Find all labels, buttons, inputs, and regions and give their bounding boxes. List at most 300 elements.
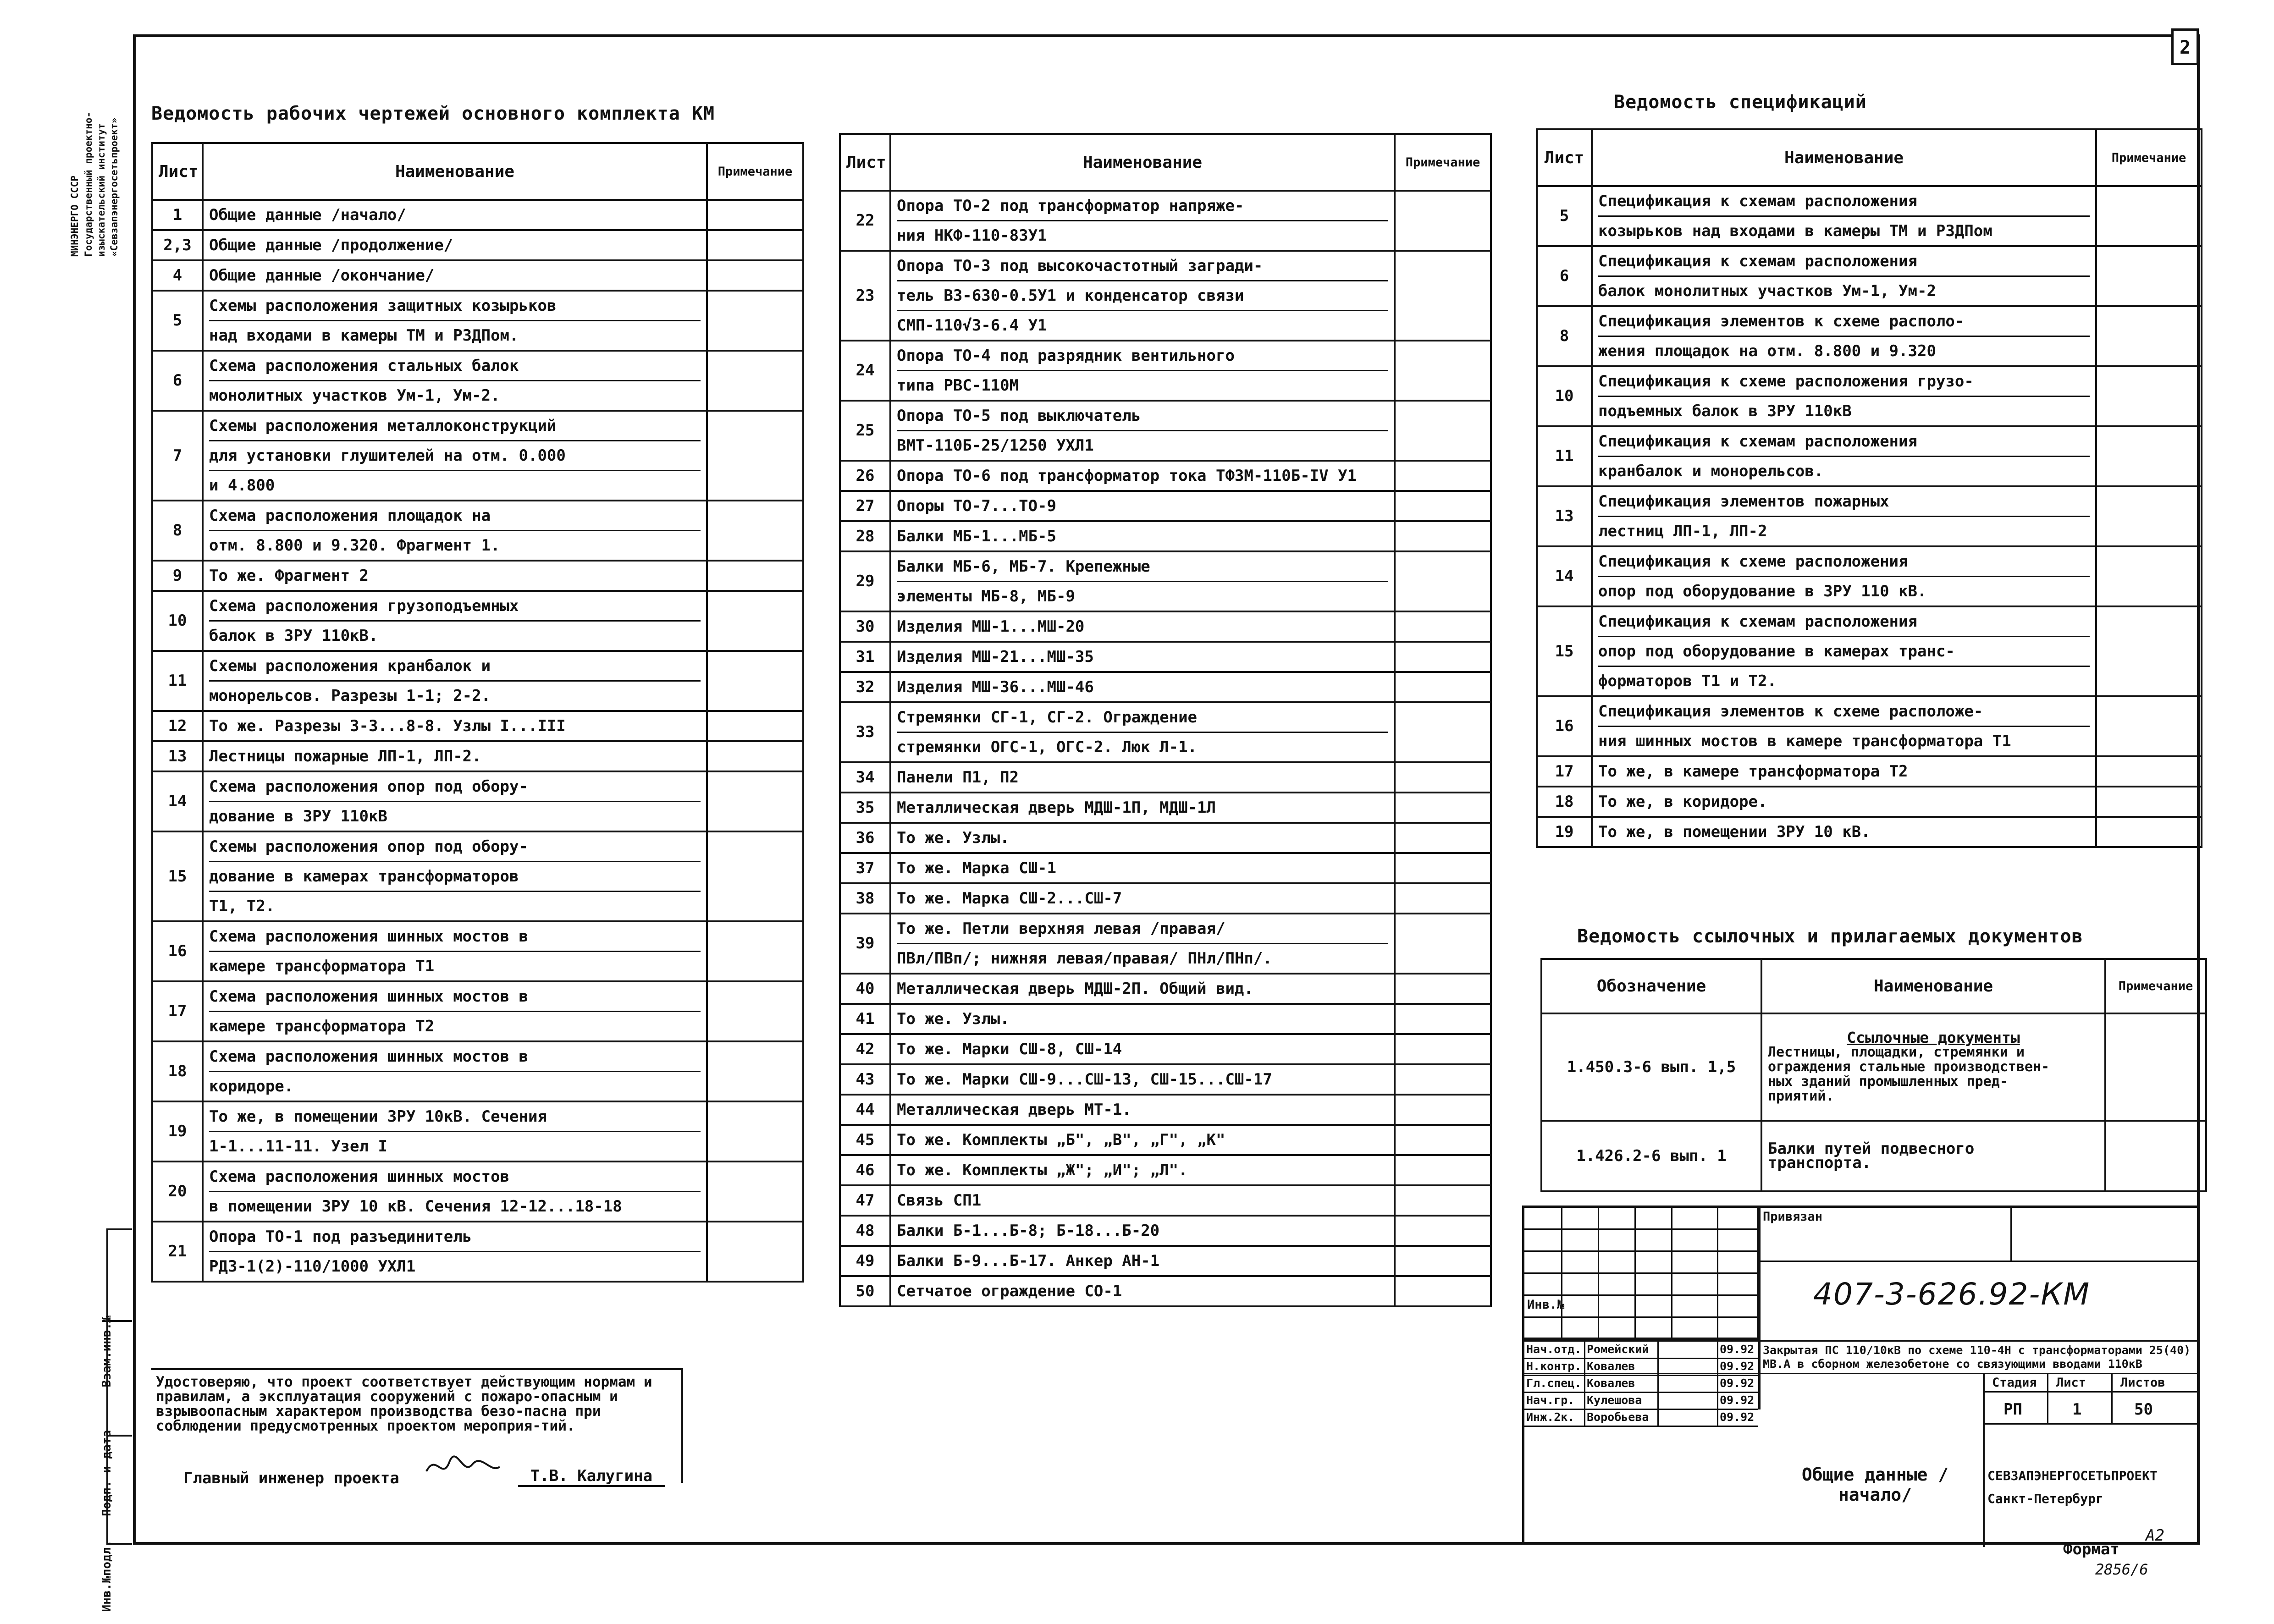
ref-doc-line: Балки путей подвесного <box>1768 1140 1975 1158</box>
row-sheet-number: 14 <box>1537 546 1592 606</box>
list-row <box>1537 817 2202 847</box>
ref-doc-name <box>1761 1013 2105 1121</box>
row-note <box>1395 1004 1491 1034</box>
row-sheet-number: 48 <box>840 1216 890 1246</box>
row-note <box>2096 306 2202 366</box>
ref-doc-row <box>1541 1013 2206 1121</box>
row-sheet-number: 10 <box>152 591 203 651</box>
row-name-line: камере трансформатора Т2 <box>209 1011 701 1040</box>
row-note <box>1395 461 1491 491</box>
ref-doc-row <box>1541 1121 2206 1191</box>
ref-doc-note <box>2105 1121 2206 1191</box>
row-name <box>203 591 707 651</box>
row-sheet-number: 11 <box>152 651 203 711</box>
row-name-line: ния НКФ-110-83У1 <box>897 220 1388 250</box>
row-sheet-number: 29 <box>840 551 890 611</box>
row-note <box>707 921 803 981</box>
row-name-line: То же. Узлы. <box>897 829 1010 847</box>
row-name <box>890 1246 1395 1276</box>
row-name <box>890 883 1395 914</box>
list-row <box>152 771 803 831</box>
format-value: A2 <box>2146 1526 2164 1545</box>
row-sheet-number: 15 <box>1537 606 1592 696</box>
organization-name: СЕВЗАПЭНЕРГОСЕТЬПРОЕКТ Санкт-Петербург <box>1987 1468 2158 1506</box>
row-name <box>890 1276 1395 1306</box>
row-name <box>890 551 1395 611</box>
row-sheet-number: 34 <box>840 762 890 793</box>
row-name-line: Изделия МШ-1...МШ-20 <box>897 617 1085 636</box>
row-sheet-number: 49 <box>840 1246 890 1276</box>
row-name-line: Сетчатое ограждение СО-1 <box>897 1282 1122 1300</box>
staff-row-divider <box>1524 1409 1758 1410</box>
certification-block <box>151 1368 683 1483</box>
row-name-line: ПВл/ПВп/; нижняя левая/правая/ ПНл/ПНп/. <box>897 943 1388 973</box>
drawings-list-continued-table <box>839 133 1492 1307</box>
row-name <box>1592 186 2096 246</box>
list-row <box>840 853 1491 883</box>
list-row <box>152 831 803 921</box>
row-sheet-number: 50 <box>840 1276 890 1306</box>
row-name-line: Схема расположения шинных мостов <box>209 1167 510 1186</box>
list-row <box>840 914 1491 974</box>
col-name: Наименование <box>1761 959 2105 1013</box>
list-row <box>152 591 803 651</box>
row-name-line: ВМТ-110Б-25/1250 УХЛ1 <box>897 430 1388 460</box>
list-row <box>152 981 803 1041</box>
row-note <box>1395 1155 1491 1185</box>
binding-label: Привязан <box>1763 1210 1823 1224</box>
row-note <box>2096 426 2202 486</box>
row-name-line: лестниц ЛП-1, ЛП-2 <box>1598 516 2090 545</box>
row-name-line: То же, в помещении ЗРУ 10 кВ. <box>1598 823 1871 841</box>
row-name-line: Связь СП1 <box>897 1191 982 1210</box>
col-name: Наименование <box>1592 129 2096 186</box>
ref-doc-line: Лестницы, площадки, стремянки и <box>1768 1044 2025 1060</box>
list-row <box>840 1095 1491 1125</box>
row-name <box>890 702 1395 762</box>
row-name-line: Балки Б-9...Б-17. Анкер АН-1 <box>897 1252 1160 1270</box>
row-name <box>1592 606 2096 696</box>
col-note: Примечание <box>2096 129 2202 186</box>
row-name <box>1592 546 2096 606</box>
list-row <box>840 1216 1491 1246</box>
list-row <box>1537 606 2202 696</box>
row-sheet-number: 5 <box>152 291 203 351</box>
row-sheet-number: 17 <box>152 981 203 1041</box>
list-row <box>1537 366 2202 426</box>
row-sheet-number: 6 <box>152 351 203 411</box>
row-note <box>707 741 803 771</box>
row-name-line: Схемы расположения защитных козырьков <box>209 297 557 315</box>
row-name-line: подъемных балок в ЗРУ 110кВ <box>1598 396 2090 425</box>
staff-row-divider <box>1524 1375 1758 1376</box>
row-note <box>2096 606 2202 696</box>
row-name-line: Лестницы пожарные ЛП-1, ЛП-2. <box>209 747 481 765</box>
organization-strip <box>69 46 133 261</box>
row-name-line: РДЗ-1(2)-110/1000 УХЛ1 <box>209 1251 701 1281</box>
row-name-line: для установки глушителей на отм. 0.000 <box>209 440 701 470</box>
list-row <box>152 1162 803 1222</box>
row-name <box>890 1095 1395 1125</box>
row-sheet-number: 2,3 <box>152 230 203 260</box>
row-name <box>1592 756 2096 787</box>
row-name-line: Спецификация элементов пожарных <box>1598 492 1889 511</box>
row-name <box>203 230 707 260</box>
staff-name: Воробьева <box>1587 1410 1649 1424</box>
row-note <box>1395 1034 1491 1064</box>
row-sheet-number: 32 <box>840 672 890 702</box>
spec-list-title: Ведомость спецификаций <box>1614 92 1867 113</box>
row-sheet-number: 27 <box>840 491 890 521</box>
row-name <box>203 831 707 921</box>
row-name-line: Спецификация элементов к схеме расположе- <box>1598 702 1983 721</box>
row-name <box>203 711 707 741</box>
staff-name: Ромейский <box>1587 1343 1649 1356</box>
ref-doc-note <box>2105 1013 2206 1121</box>
staff-name: Ковалев <box>1587 1376 1635 1390</box>
row-name-line: Общие данные /окончание/ <box>209 266 435 285</box>
row-name <box>203 651 707 711</box>
row-note <box>1395 793 1491 823</box>
row-name-line: Спецификация к схемам расположения <box>1598 252 1917 270</box>
row-note <box>1395 642 1491 672</box>
row-note <box>2096 696 2202 756</box>
list-row <box>152 741 803 771</box>
row-note <box>707 651 803 711</box>
row-note <box>1395 853 1491 883</box>
format-label: Формат <box>2063 1540 2119 1558</box>
row-sheet-number: 41 <box>840 1004 890 1034</box>
list-row <box>152 200 803 230</box>
row-name <box>890 1034 1395 1064</box>
org-line-2: Государственный проектно- <box>83 111 94 257</box>
row-name-line: То же. Марки СШ-9...СШ-13, СШ-15...СШ-17 <box>897 1070 1272 1089</box>
row-name <box>203 1041 707 1101</box>
row-note <box>1395 883 1491 914</box>
list-row <box>1537 246 2202 306</box>
row-sheet-number: 1 <box>152 200 203 230</box>
row-note <box>1395 762 1491 793</box>
row-name-line: камере трансформатора Т1 <box>209 951 701 980</box>
list-row <box>840 191 1491 251</box>
list-row <box>1537 186 2202 246</box>
row-name <box>890 401 1395 461</box>
row-name <box>890 1155 1395 1185</box>
row-name <box>890 974 1395 1004</box>
row-name <box>1592 426 2096 486</box>
row-sheet-number: 19 <box>152 1101 203 1162</box>
row-name-line: Балки МБ-6, МБ-7. Крепежные <box>897 557 1150 576</box>
row-name <box>203 561 707 591</box>
list-row <box>152 1222 803 1282</box>
drawing-designation: 407-3-626.92-КМ <box>1813 1277 2091 1312</box>
row-sheet-number: 35 <box>840 793 890 823</box>
row-note <box>1395 341 1491 401</box>
staff-date: 09.92 <box>1720 1360 1755 1373</box>
row-sheet-number: 30 <box>840 611 890 642</box>
row-name <box>203 200 707 230</box>
row-note <box>1395 1276 1491 1306</box>
title-block <box>1522 1206 2200 1545</box>
staff-date: 09.92 <box>1720 1393 1755 1407</box>
row-name-line: То же. Комплекты „Б", „В", „Г", „К" <box>897 1131 1225 1149</box>
list-row <box>840 1246 1491 1276</box>
row-note <box>707 260 803 291</box>
certification-text: Удостоверяю, что проект соответствует действующим нормам и правилам, а эксплуатация сооружений с пожаро-опасным и взрывоопасным характером производства безо-пасна при соблюдении предусмотренных проектом мероприя-тий. <box>156 1374 652 1434</box>
row-name <box>203 921 707 981</box>
list-row <box>840 642 1491 672</box>
row-name-line: Схема расположения опор под обору- <box>209 777 528 796</box>
row-note <box>707 1041 803 1101</box>
row-sheet-number: 9 <box>152 561 203 591</box>
staff-date: 09.92 <box>1720 1376 1755 1390</box>
row-name-line: Схема расположения стальных балок <box>209 357 519 375</box>
row-name-line: балок в ЗРУ 110кВ. <box>209 620 701 650</box>
row-note <box>1395 672 1491 702</box>
row-name <box>890 1004 1395 1034</box>
col-note: Примечание <box>2105 959 2206 1013</box>
row-name <box>203 351 707 411</box>
row-name-line: стремянки ОГС-1, ОГС-2. Люк Л-1. <box>897 732 1388 761</box>
row-sheet-number: 28 <box>840 521 890 551</box>
row-note <box>707 981 803 1041</box>
row-note <box>1395 611 1491 642</box>
row-name <box>890 191 1395 251</box>
row-sheet-number: 18 <box>152 1041 203 1101</box>
list-row <box>152 711 803 741</box>
row-name-line: над входами в камеры ТМ и РЗДПом. <box>209 320 701 350</box>
org-line-4: «Севзапэнергосетьпроект» <box>109 117 120 257</box>
org-line-3: изыскательский институт <box>96 123 107 257</box>
row-note <box>707 831 803 921</box>
chief-engineer-name: Т.В. Калугина <box>518 1467 665 1487</box>
row-name-line: То же. Марка СШ-1 <box>897 859 1056 877</box>
row-sheet-number: 43 <box>840 1064 890 1095</box>
row-name <box>1592 787 2096 817</box>
row-sheet-number: 47 <box>840 1185 890 1216</box>
list-row <box>1537 486 2202 546</box>
row-note <box>707 1101 803 1162</box>
row-name <box>890 491 1395 521</box>
drawings-list-title: Ведомость рабочих чертежей основного комплекта КМ <box>151 103 715 124</box>
list-row <box>840 702 1491 762</box>
list-row <box>1537 426 2202 486</box>
list-row <box>840 251 1491 341</box>
row-name-line: Стремянки СГ-1, СГ-2. Ограждение <box>897 708 1198 727</box>
row-name-line: козырьков над входами в камеры ТМ и РЗДПом <box>1598 215 2090 245</box>
row-note <box>1395 521 1491 551</box>
row-sheet-number: 33 <box>840 702 890 762</box>
row-name <box>890 642 1395 672</box>
row-note <box>2096 787 2202 817</box>
row-note <box>707 411 803 501</box>
row-sheet-number: 21 <box>152 1222 203 1282</box>
row-note <box>707 711 803 741</box>
signature-scribble <box>422 1448 504 1485</box>
row-name-line: Балки МБ-1...МБ-5 <box>897 527 1056 545</box>
row-note <box>2096 486 2202 546</box>
row-note <box>1395 491 1491 521</box>
ref-doc-designation: 1.426.2-6 вып. 1 <box>1541 1121 1761 1191</box>
row-note <box>1395 974 1491 1004</box>
list-row <box>840 401 1491 461</box>
row-note <box>1395 1185 1491 1216</box>
row-name-line: Опора ТО-5 под выключатель <box>897 407 1141 425</box>
row-name-line: 1-1...11-11. Узел I <box>209 1131 701 1161</box>
row-name <box>1592 306 2096 366</box>
row-name <box>203 411 707 501</box>
col-sheet: Лист <box>1537 129 1592 186</box>
row-name-line: Опора ТО-4 под разрядник вентильного <box>897 347 1235 365</box>
row-name-line: коридоре. <box>209 1071 701 1101</box>
row-name-line: балок монолитных участков Ум-1, Ум-2 <box>1598 275 2090 305</box>
row-name-line: Схемы расположения кранбалок и <box>209 657 491 675</box>
row-name <box>890 461 1395 491</box>
row-name-line: опор под оборудование в ЗРУ 110 кВ. <box>1598 576 2090 606</box>
row-note <box>2096 756 2202 787</box>
row-note <box>1395 1064 1491 1095</box>
row-name-line: и 4.800 <box>209 470 701 500</box>
row-name-line: Общие данные /продолжение/ <box>209 236 453 254</box>
list-row <box>1537 546 2202 606</box>
list-row <box>152 291 803 351</box>
row-name <box>203 260 707 291</box>
ref-doc-designation: 1.450.3-6 вып. 1,5 <box>1541 1013 1761 1121</box>
col-name: Наименование <box>890 134 1395 191</box>
row-note <box>707 291 803 351</box>
row-note <box>1395 702 1491 762</box>
list-row <box>840 1276 1491 1306</box>
row-name-line: То же. Разрезы 3-3...8-8. Узлы I...III <box>209 717 566 735</box>
drawings-list-table <box>151 142 804 1283</box>
list-row <box>152 1101 803 1162</box>
row-name <box>890 1216 1395 1246</box>
spec-list-table <box>1536 128 2202 848</box>
row-name-line: Спецификация к схеме расположения <box>1598 552 1908 571</box>
row-name-line: Спецификация к схемам расположения <box>1598 192 1917 210</box>
row-name <box>890 521 1395 551</box>
row-note <box>1395 251 1491 341</box>
col-designation: Обозначение <box>1541 959 1761 1013</box>
list-row <box>1537 696 2202 756</box>
ref-doc-line: ограждения стальные производствен- <box>1768 1059 2050 1075</box>
row-sheet-number: 19 <box>1537 817 1592 847</box>
row-sheet-number: 25 <box>840 401 890 461</box>
row-sheet-number: 46 <box>840 1155 890 1185</box>
row-sheet-number: 26 <box>840 461 890 491</box>
archive-number: 2856/6 <box>2095 1561 2148 1578</box>
row-name-line: Металлическая дверь МДШ-1П, МДШ-1Л <box>897 798 1216 817</box>
row-name-line: Спецификация элементов к схеме располо- <box>1598 312 1965 330</box>
row-name-line: элементы МБ-8, МБ-9 <box>897 581 1388 611</box>
row-name-line: То же. Фрагмент 2 <box>209 567 369 585</box>
sheet-label: Лист <box>2056 1376 2086 1390</box>
row-name-line: Схема расположения шинных мостов в <box>209 987 528 1006</box>
row-note <box>1395 914 1491 974</box>
row-sheet-number: 16 <box>1537 696 1592 756</box>
row-name <box>890 672 1395 702</box>
row-sheet-number: 23 <box>840 251 890 341</box>
row-name-line: То же, в помещении ЗРУ 10кВ. Сечения <box>209 1107 547 1126</box>
row-name-line: Балки Б-1...Б-8; Б-18...Б-20 <box>897 1222 1160 1240</box>
row-sheet-number: 40 <box>840 974 890 1004</box>
list-row <box>840 341 1491 401</box>
row-name-line: типа РВС-110М <box>897 370 1388 400</box>
row-name <box>890 341 1395 401</box>
row-name <box>890 793 1395 823</box>
row-sheet-number: 10 <box>1537 366 1592 426</box>
row-sheet-number: 5 <box>1537 186 1592 246</box>
row-name <box>1592 817 2096 847</box>
list-row <box>840 521 1491 551</box>
row-name-line: СМП-110√3-6.4 У1 <box>897 310 1388 340</box>
stage-value: РП <box>2004 1400 2022 1419</box>
row-sheet-number: 14 <box>152 771 203 831</box>
col-note: Примечание <box>707 143 803 200</box>
sheets-label: Листов <box>2120 1376 2165 1390</box>
ref-doc-line: приятий. <box>1768 1088 1834 1104</box>
row-name-line: То же. Марки СШ-8, СШ-14 <box>897 1040 1122 1058</box>
row-name-line: То же, в коридоре. <box>1598 793 1767 811</box>
row-note <box>1395 551 1491 611</box>
row-note <box>1395 1125 1491 1155</box>
project-title: Закрытая ПС 110/10кВ по схеме 110-4Н с трансформаторами 25(40) МВ.А в сборном железобетоне со связующими вводами 110кВ <box>1763 1343 2191 1371</box>
row-name-line: Металлическая дверь МДШ-2П. Общий вид. <box>897 980 1253 998</box>
list-row <box>152 230 803 260</box>
row-name <box>203 1101 707 1162</box>
sheets-value: 50 <box>2134 1400 2153 1419</box>
staff-date: 09.92 <box>1720 1410 1755 1424</box>
list-row <box>152 260 803 291</box>
row-name <box>203 741 707 771</box>
row-note <box>1395 1216 1491 1246</box>
list-row <box>152 921 803 981</box>
row-sheet-number: 18 <box>1537 787 1592 817</box>
row-name-line: Опора ТО-6 под трансформатор тока ТФЗМ-110Б-IV У1 <box>897 467 1357 485</box>
row-note <box>2096 246 2202 306</box>
left-margin-cells <box>100 1228 132 1612</box>
chief-engineer-label: Главный инженер проекта <box>183 1469 399 1487</box>
row-name-line: То же, в камере трансформатора Т2 <box>1598 762 1908 781</box>
sheet-value: 1 <box>2072 1400 2082 1419</box>
row-name-line: Изделия МШ-36...МШ-46 <box>897 678 1094 696</box>
list-row <box>840 762 1491 793</box>
row-sheet-number: 17 <box>1537 756 1592 787</box>
margin-cell-text: Подп. и дата <box>100 1430 114 1516</box>
row-note <box>2096 366 2202 426</box>
row-name <box>203 1222 707 1282</box>
row-sheet-number: 22 <box>840 191 890 251</box>
list-row <box>152 411 803 501</box>
row-note <box>1395 1095 1491 1125</box>
row-name <box>203 501 707 561</box>
ref-doc-line: транспорта. <box>1768 1154 1871 1172</box>
list-row <box>1537 787 2202 817</box>
row-name-line: дование в ЗРУ 110кВ <box>209 801 701 831</box>
row-note <box>707 591 803 651</box>
row-name-line: Опора ТО-1 под разъединитель <box>209 1228 472 1246</box>
row-sheet-number: 20 <box>152 1162 203 1222</box>
row-sheet-number: 7 <box>152 411 203 501</box>
list-row <box>1537 306 2202 366</box>
row-name <box>203 771 707 831</box>
ref-doc-line: ных зданий промышленных пред- <box>1768 1073 2008 1090</box>
row-name <box>1592 366 2096 426</box>
row-sheet-number: 24 <box>840 341 890 401</box>
row-name <box>203 291 707 351</box>
ref-doc-name <box>1761 1121 2105 1191</box>
row-note <box>707 501 803 561</box>
